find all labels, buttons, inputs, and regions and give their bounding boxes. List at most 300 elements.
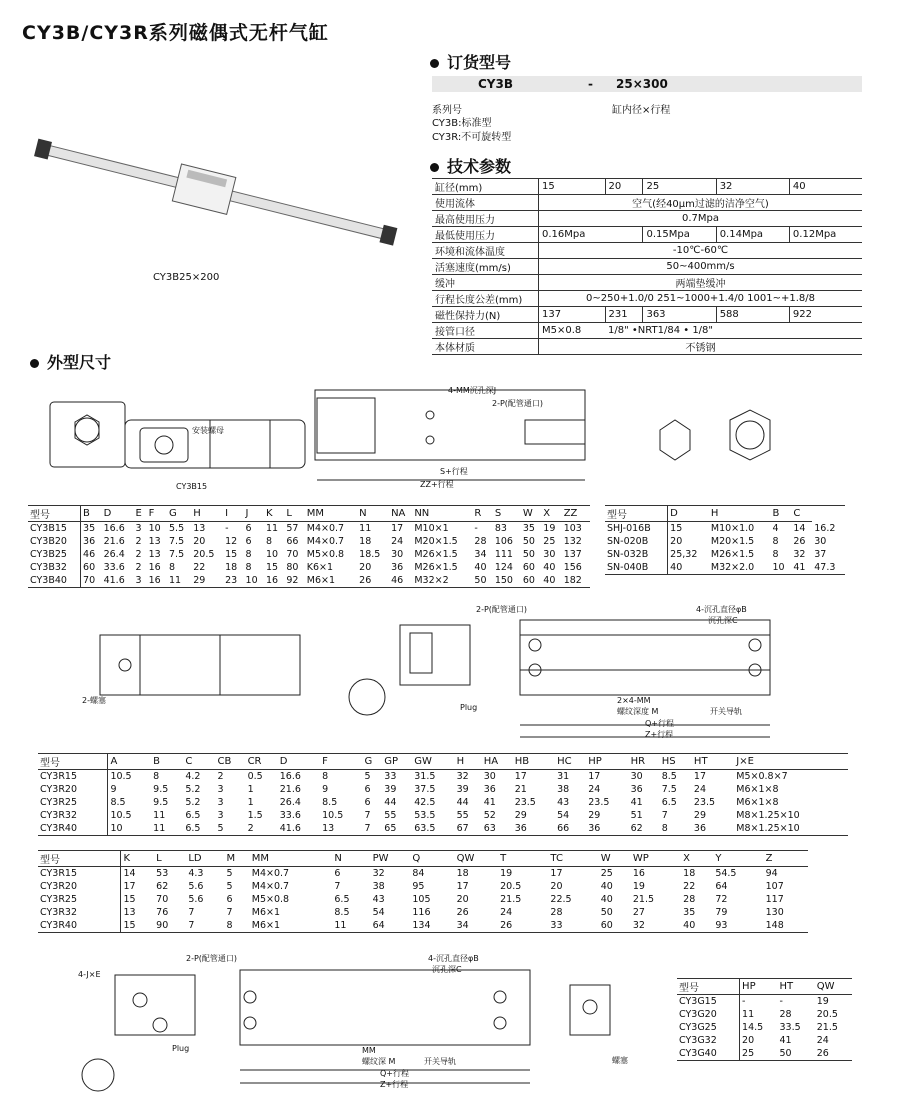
table-cell: 44 (456, 797, 469, 808)
table-cell: 6.5 (334, 894, 350, 905)
column-header: B (151, 754, 183, 770)
table-cell: 17 (514, 771, 527, 782)
column-header: C (183, 754, 215, 770)
table-cell: 7 (661, 810, 668, 821)
table-cell: SHJ-016B (605, 522, 668, 536)
label-stroke-zz: ZZ+行程 (420, 480, 454, 489)
table-cell: 41 (779, 1035, 792, 1046)
column-header: MM (250, 851, 333, 867)
table-cell: 18 (456, 868, 469, 879)
label-stroke-z-g: Z+行程 (380, 1080, 409, 1089)
table-cell: 14 (123, 868, 136, 879)
table-cell: 7.5 (169, 536, 185, 547)
table-row (28, 535, 590, 548)
table-cell: CY3G20 (677, 1008, 740, 1021)
table-cell: 22 (683, 881, 696, 892)
table-cell: 7 (188, 920, 195, 931)
dimensions-heading: 外型尺寸 (30, 350, 111, 373)
table-cell: 36 (514, 823, 527, 834)
table-cell: 38 (372, 881, 385, 892)
table-cell: 30 (814, 536, 827, 547)
table-cell: 6 (364, 784, 371, 795)
product-photo (25, 125, 405, 265)
table-cell: 5 (217, 823, 224, 834)
table-cell: 23.5 (588, 797, 610, 808)
table-cell: 25 (742, 1048, 755, 1059)
table-cell: 17 (391, 523, 404, 534)
table-row (677, 1008, 852, 1021)
table-cell: 107 (765, 881, 784, 892)
table-cell: CY3G25 (677, 1021, 740, 1034)
table-cell: CY3R25 (38, 796, 108, 809)
table-cell: CY3R20 (38, 880, 121, 893)
table-cell: 16 (265, 575, 279, 586)
table-cell: CY3R32 (38, 906, 121, 919)
table-cell: 9.5 (153, 784, 169, 795)
column-header: E (134, 506, 147, 522)
table-cell: 1 (247, 784, 254, 795)
table-cell: 7 (188, 907, 195, 918)
column-header: HS (660, 754, 692, 770)
column-header: H (455, 754, 482, 770)
table-cell: 21.5 (632, 894, 655, 905)
table-cell: 17 (588, 771, 601, 782)
table-cell: 33 (384, 771, 397, 782)
column-header: R (472, 506, 492, 522)
table-cell: 18.5 (359, 549, 381, 560)
table-cell: 63 (483, 823, 496, 834)
table-cell: 16 (148, 575, 161, 586)
table-cell: M4×0.7 (251, 868, 290, 879)
table-cell: M4×0.7 (251, 881, 290, 892)
table-cell: 15 (123, 894, 136, 905)
table-cell: 70 (156, 894, 169, 905)
table-cell: 60 (522, 562, 535, 573)
table-cell: CY3B25 (28, 548, 81, 561)
table-cell: 8 (661, 823, 668, 834)
table-cell: 51 (630, 810, 643, 821)
table-cell: 57 (286, 523, 299, 534)
label-thread-g: 螺纹深 M (362, 1057, 396, 1066)
table-cell: 6.5 (185, 823, 201, 834)
table-cell: 1.5 (247, 810, 263, 821)
table-cell: 18 (359, 536, 372, 547)
nut-dimension-table (605, 505, 845, 575)
order-dash: - (588, 77, 593, 91)
table-cell: 13 (193, 523, 206, 534)
column-header: CR (246, 754, 278, 770)
table-cell: 3 (217, 784, 224, 795)
column-header: F (320, 754, 362, 770)
table-cell: 30 (391, 549, 404, 560)
column-header: T (498, 851, 548, 867)
table-cell: 64 (372, 920, 385, 931)
table-cell: 8 (265, 536, 272, 547)
column-header: NN (412, 506, 472, 522)
table-cell: 20 (550, 881, 563, 892)
column-header: D (668, 506, 709, 522)
table-cell: CY3B40 (28, 574, 81, 588)
table-cell: 40 (543, 562, 556, 573)
table-cell: 24 (588, 784, 601, 795)
table-cell: 116 (412, 907, 431, 918)
table-row (38, 906, 808, 919)
column-header: H (709, 506, 771, 522)
table-cell: 6.5 (185, 810, 201, 821)
label-jxe: 4-J×E (78, 970, 101, 979)
table-cell: 156 (563, 562, 582, 573)
table-cell: 5.2 (185, 784, 201, 795)
column-header: GP (382, 754, 412, 770)
table-cell: K6×1 (306, 562, 334, 573)
column-header: HA (482, 754, 513, 770)
table-row (38, 770, 848, 784)
table-cell: 10 (110, 823, 123, 834)
table-cell: 21.5 (500, 894, 522, 905)
label-switch-rail-g: 开关导轨 (424, 1057, 456, 1066)
column-header: D (278, 754, 320, 770)
table-cell: M10×1 (414, 523, 449, 534)
table-cell: 3 (135, 575, 142, 586)
column-header: N (357, 506, 389, 522)
table-cell: 6 (364, 797, 371, 808)
table-cell: 46 (391, 575, 404, 586)
table-cell: 84 (412, 868, 425, 879)
table-cell: 7.5 (169, 549, 185, 560)
table-cell: 70 (83, 575, 96, 586)
table-cell: 21.6 (103, 536, 125, 547)
page-title: CY3B/CY3R系列磁偶式无杆气缸 (22, 22, 329, 44)
table-cell: 26.4 (103, 549, 125, 560)
specs-heading: 技术参数 (430, 154, 511, 177)
table-cell: 39 (456, 784, 469, 795)
column-header: TC (548, 851, 598, 867)
table-cell: 15 (225, 549, 238, 560)
table-cell: 12 (225, 536, 238, 547)
table-cell: 40 (474, 562, 487, 573)
table-cell: 34 (474, 549, 487, 560)
table-cell: 54 (372, 907, 385, 918)
table-cell: 20 (742, 1035, 755, 1046)
order-model: CY3B (478, 77, 513, 91)
label-counterbore-g: 4-沉孔直径φB (428, 954, 479, 963)
table-cell: 95 (412, 881, 425, 892)
table-cell: 94 (765, 868, 778, 879)
table-cell: 8 (772, 536, 779, 547)
table-cell: 5 (364, 771, 371, 782)
table-cell: 6 (226, 894, 233, 905)
table-cell: 21.5 (816, 1022, 838, 1033)
table-cell: 26 (816, 1048, 829, 1059)
table-cell: 25,32 (670, 549, 698, 560)
label-screw-depth: 2×4-MM (617, 696, 651, 705)
table-cell: 17 (123, 881, 136, 892)
table-cell: 6 (245, 523, 252, 534)
table-cell: M5×0.8×7 (736, 771, 788, 782)
table-cell: SN-032B (605, 548, 668, 561)
label-port: 2-P(配管通口) (492, 399, 544, 408)
table-cell: 8.5 (110, 797, 126, 808)
column-header: QW (455, 851, 499, 867)
column-header: MM (305, 506, 357, 522)
table-cell: 106 (494, 536, 513, 547)
table-cell: 47.3 (814, 562, 836, 573)
table-cell: 10 (772, 562, 785, 573)
table-cell: 6 (245, 536, 252, 547)
table-cell: 8 (322, 771, 329, 782)
table-cell: 23 (225, 575, 238, 586)
column-header: K (121, 851, 154, 867)
table-cell: 14 (793, 523, 806, 534)
table-cell: 43 (557, 797, 570, 808)
series-r: CY3R:不可旋转型 (432, 132, 512, 143)
table-cell: 10.5 (110, 810, 132, 821)
table-cell: 16 (632, 868, 645, 879)
column-header: HT (692, 754, 734, 770)
table-cell: 15 (123, 920, 136, 931)
table-cell: 5.6 (188, 881, 204, 892)
table-cell: - (779, 996, 783, 1007)
table-cell: 50 (522, 549, 535, 560)
table-cell: 40 (600, 894, 613, 905)
table-cell: 41 (483, 797, 496, 808)
table-cell: 33.6 (279, 810, 301, 821)
table-cell: M5×0.8 (251, 894, 290, 905)
table-cell: M26×1.5 (710, 549, 755, 560)
table-cell: 26 (359, 575, 372, 586)
table-cell: 40 (543, 575, 556, 586)
cy3r-dimension-table-1 (38, 753, 848, 836)
label-thread-m: 螺纹深度 M (617, 707, 659, 716)
column-header: Z (764, 851, 808, 867)
table-cell: CY3B32 (28, 561, 81, 574)
table-cell: 30 (483, 771, 496, 782)
table-cell: CY3B15 (28, 522, 81, 536)
table-cell: SN-020B (605, 535, 668, 548)
column-header: W (521, 506, 541, 522)
table-cell: 18 (683, 868, 696, 879)
table-cell: 10 (245, 575, 258, 586)
table-cell: 50 (474, 575, 487, 586)
table-cell: 35 (683, 907, 696, 918)
column-header: B (81, 506, 102, 522)
label-cy3b15: CY3B15 (176, 482, 208, 491)
table-cell: 29 (693, 810, 707, 821)
column-header: S (493, 506, 521, 522)
order-heading: 订货型号 (430, 50, 511, 73)
table-cell: 13 (322, 823, 335, 834)
column-header: A (108, 754, 151, 770)
table-cell: 33.6 (103, 562, 125, 573)
table-cell: 16.6 (103, 523, 125, 534)
column-header: K (264, 506, 284, 522)
label-counterbore-depth-g: 沉孔深C (432, 965, 462, 974)
table-cell: 21 (514, 784, 527, 795)
table-cell: 4 (772, 523, 779, 534)
table-cell: M20×1.5 (414, 536, 458, 547)
table-cell: 26.4 (279, 797, 301, 808)
table-row (38, 796, 848, 809)
column-header: D (102, 506, 134, 522)
table-cell: 55 (384, 810, 397, 821)
table-cell: 79 (715, 907, 728, 918)
table-cell: 53.5 (414, 810, 436, 821)
table-row (38, 867, 808, 881)
table-cell: 29 (193, 575, 206, 586)
table-cell: 34 (456, 920, 469, 931)
table-cell: 40 (670, 562, 683, 573)
table-cell: 28 (779, 1009, 792, 1020)
table-cell: 50 (522, 536, 535, 547)
table-cell: 5 (226, 868, 233, 879)
column-header: L (154, 851, 186, 867)
cy3b-drawings (25, 380, 885, 500)
table-cell: CY3R20 (38, 783, 108, 796)
cy3b-dimension-table (28, 505, 590, 588)
table-cell: 137 (563, 549, 582, 560)
table-cell: 20.5 (193, 549, 215, 560)
table-cell: 65 (384, 823, 397, 834)
table-cell: - (742, 996, 746, 1007)
column-header: NA (389, 506, 412, 522)
table-cell: 103 (563, 523, 582, 534)
table-cell: 9 (322, 784, 329, 795)
table-row (677, 1034, 852, 1047)
table-cell: 13 (148, 549, 161, 560)
label-mounting-nut: 安装螺母 (192, 426, 224, 435)
table-cell: 11 (265, 523, 279, 534)
table-cell: 41.6 (103, 575, 125, 586)
table-row (38, 783, 848, 796)
table-cell: 8.5 (322, 797, 338, 808)
table-row (38, 809, 848, 822)
table-cell: M32×2.0 (710, 562, 755, 573)
table-cell: 24 (391, 536, 404, 547)
bore-stroke-label: 缸内径×行程 (612, 105, 671, 116)
table-row (677, 995, 852, 1009)
table-cell: M6×1 (306, 575, 336, 586)
table-cell: 60 (83, 562, 96, 573)
order-size: 25×300 (616, 77, 668, 91)
table-cell: 54 (557, 810, 570, 821)
table-cell: - (474, 523, 478, 534)
table-cell: 182 (563, 575, 582, 586)
table-cell: 23.5 (693, 797, 716, 808)
table-cell: 52 (483, 810, 496, 821)
table-cell: 29 (588, 810, 601, 821)
table-cell: 22 (193, 562, 206, 573)
table-cell: 32 (632, 920, 645, 931)
column-header: H (191, 506, 223, 522)
table-cell: M26×1.5 (414, 562, 458, 573)
label-stroke-q-g: Q+行程 (380, 1069, 409, 1078)
table-cell: 66 (557, 823, 570, 834)
table-cell: 36 (630, 784, 643, 795)
table-cell: 10 (265, 549, 279, 560)
table-cell: 29 (514, 810, 527, 821)
table-cell: 11 (359, 523, 372, 534)
table-cell: 23.5 (514, 797, 536, 808)
table-cell: - (225, 523, 229, 534)
table-cell: 11 (153, 810, 166, 821)
table-cell: 7 (334, 881, 341, 892)
table-cell: 2 (135, 562, 142, 573)
table-cell: M8×1.25×10 (736, 823, 800, 834)
column-header: C (791, 506, 812, 522)
table-cell: CY3G40 (677, 1047, 740, 1061)
table-cell: 19 (500, 868, 513, 879)
table-cell: 92 (286, 575, 299, 586)
table-cell: 32 (372, 868, 385, 879)
table-cell: 26 (500, 920, 513, 931)
column-header: W (599, 851, 631, 867)
table-cell: 66 (286, 536, 299, 547)
column-header: CB (216, 754, 246, 770)
column-header: 型号 (605, 506, 668, 522)
table-cell: 37 (814, 549, 827, 560)
table-cell: 111 (494, 549, 513, 560)
table-cell: 24 (693, 784, 707, 795)
table-cell: 32 (793, 549, 806, 560)
table-cell: 31 (557, 771, 570, 782)
table-cell: M5×0.8 (306, 549, 345, 560)
table-cell: 14.5 (742, 1022, 764, 1033)
table-cell: 20.5 (816, 1009, 838, 1020)
table-cell: 40 (683, 920, 696, 931)
table-cell: 64 (715, 881, 728, 892)
table-cell: 11 (169, 575, 182, 586)
table-cell: 55 (456, 810, 469, 821)
table-row (605, 561, 845, 575)
table-cell: 19 (632, 881, 645, 892)
column-header: HP (586, 754, 628, 770)
column-header: X (681, 851, 713, 867)
table-cell: 72 (715, 894, 728, 905)
cy3g-dimension-table (677, 978, 852, 1061)
table-cell: 26 (793, 536, 806, 547)
table-cell: 36 (693, 823, 707, 834)
table-cell: 6.5 (661, 797, 677, 808)
table-cell: M6×1 (251, 907, 281, 918)
table-cell: 35 (83, 523, 96, 534)
table-cell: CY3R40 (38, 919, 121, 933)
table-cell: 80 (286, 562, 299, 573)
table-cell: 31.5 (414, 771, 436, 782)
table-row (677, 1047, 852, 1061)
table-cell: 10.5 (110, 771, 132, 782)
column-header: J (244, 506, 264, 522)
label-mm-g: MM (362, 1046, 376, 1055)
column-header: G (363, 754, 383, 770)
table-cell: 18 (225, 562, 238, 573)
table-cell: 20 (359, 562, 372, 573)
table-cell: 4.2 (185, 771, 201, 782)
column-header: QW (815, 979, 852, 995)
table-cell: 17 (550, 868, 563, 879)
label-stroke-z: Z+行程 (645, 730, 674, 739)
label-plug: Plug (460, 703, 478, 712)
column-header: HP (740, 979, 778, 995)
column-header: I (223, 506, 243, 522)
table-cell: 37.5 (414, 784, 436, 795)
table-cell: 2 (217, 771, 224, 782)
column-header: LD (186, 851, 224, 867)
label-port-g: 2-P(配管通口) (186, 954, 238, 963)
table-cell: 5.2 (185, 797, 201, 808)
table-cell: 8 (772, 549, 779, 560)
table-cell: 35 (522, 523, 535, 534)
table-cell: 62 (156, 881, 169, 892)
